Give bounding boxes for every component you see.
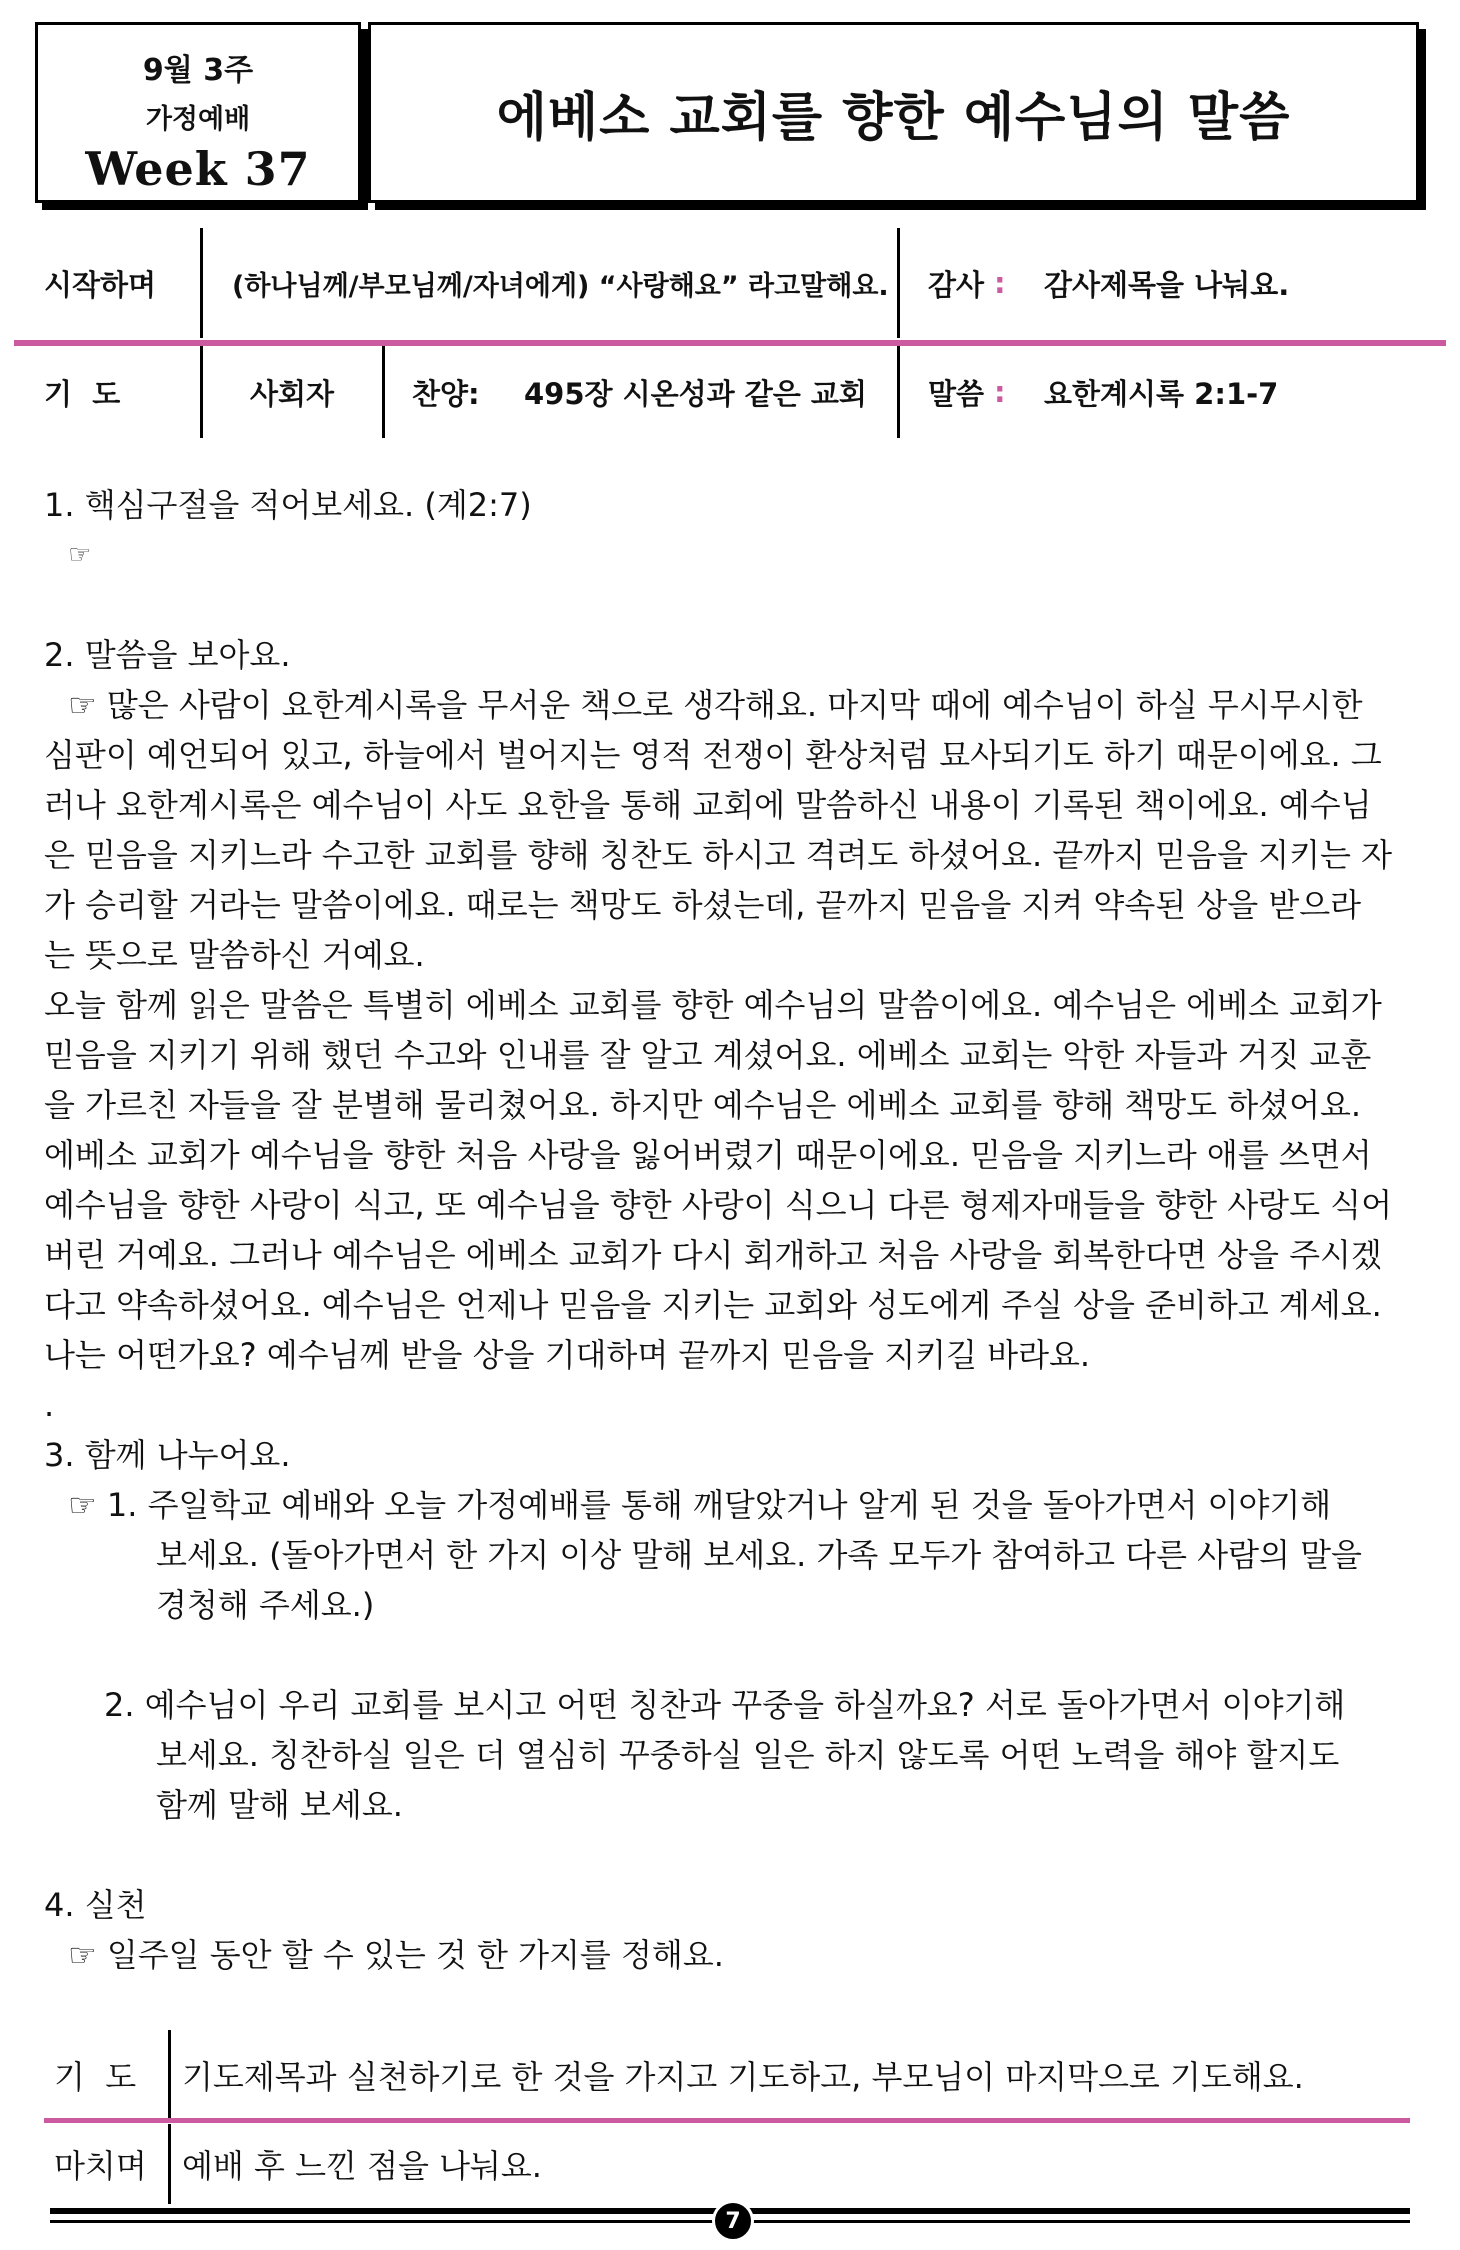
hymn-label: 찬양: xyxy=(412,376,480,411)
leader-label: 사회자 xyxy=(250,376,335,411)
section-2-line: 버린 거예요. 그러나 예수님은 에베소 교회가 다시 회개하고 처음 사랑을 회복한다면 상을 주시겠 xyxy=(44,1236,1382,1274)
week-box xyxy=(35,22,361,203)
title-box xyxy=(368,22,1419,203)
section-2-line: 은 믿음을 지키느라 수고한 교회를 향해 칭찬도 하시고 격려도 하셨어요. 끝까지 믿음을 지키는 자 xyxy=(44,836,1392,874)
section-2-line: 에베소 교회가 예수님을 향한 처음 사랑을 잃어버렸기 때문이에요. 믿음을 지키느라 애를 쓰면서 xyxy=(44,1136,1372,1174)
section-3-question-1: 보세요. (돌아가면서 한 가지 이상 말해 보세요. 가족 모두가 참여하고 다른 사람의 말을 xyxy=(156,1536,1362,1574)
section-2-line: 가 승리할 거라는 말씀이에요. 때로는 책망도 하셨는데, 끝까지 믿음을 지켜 약속된 상을 받으라 xyxy=(44,886,1362,924)
divider xyxy=(200,228,203,338)
section-2-line: 러나 요한계시록은 예수님이 사도 요한을 통해 교회에 말씀하신 내용이 기록된 책이에요. 예수님 xyxy=(44,786,1372,824)
section-2-title: 2. 말씀을 보아요. xyxy=(44,636,291,674)
divider xyxy=(897,228,900,338)
thanks-text: 감사제목을 나눠요. xyxy=(1044,267,1290,302)
divider xyxy=(897,346,900,438)
pink-divider xyxy=(44,2118,1410,2123)
body-content xyxy=(44,480,1434,1980)
section-2-line: 오늘 함께 읽은 말씀은 특별히 에베소 교회를 향한 예수님의 말씀이에요. 예수님은 에베소 교회가 xyxy=(44,986,1382,1024)
section-4-title: 4. 실천 xyxy=(44,1886,147,1924)
hymn-text: 495장 시온성과 같은 교회 xyxy=(524,376,867,411)
section-1-title: 1. 핵심구절을 적어보세요. (계2:7) xyxy=(44,486,532,524)
word-text: 요한계시록 2:1-7 xyxy=(1044,376,1279,411)
section-3-title: 3. 함께 나누어요. xyxy=(44,1436,291,1474)
start-text: (하나님께/부모님께/자녀에게) “사랑해요” 라고말해요. xyxy=(232,270,889,302)
prayer-label: 기 도 xyxy=(44,376,121,411)
section-2-line: 다고 약속하셨어요. 예수님은 언제나 믿음을 지키는 교회와 성도에게 주실 상을 준비하고 계세요. xyxy=(44,1286,1382,1324)
divider xyxy=(200,346,203,438)
section-2-line: 는 뜻으로 말씀하신 거예요. xyxy=(44,936,425,974)
week-number: Week 37 xyxy=(85,142,311,196)
closing-prayer-text: 기도제목과 실천하기로 한 것을 가지고 기도하고, 부모님이 마지막으로 기도해요. xyxy=(182,2058,1304,2096)
page-number: 7 xyxy=(712,2200,754,2242)
closing-prayer-row xyxy=(44,2030,1424,2120)
pointing-hand-icon: ☞ xyxy=(68,540,92,570)
section-4-line: ☞ 일주일 동안 할 수 있는 것 한 가지를 정해요. xyxy=(68,1936,724,1974)
schedule-row-2 xyxy=(14,346,1446,438)
thanks-label: 감사 xyxy=(928,267,985,302)
page-title: 에베소 교회를 향한 예수님의 말씀 xyxy=(496,88,1291,148)
section-3-question-2: 함께 말해 보세요. xyxy=(156,1786,403,1824)
section-3-question-1: 경청해 주세요.) xyxy=(156,1586,375,1624)
section-2-line: 심판이 예언되어 있고, 하늘에서 벌어지는 영적 전쟁이 환상처럼 묘사되기도 하기 때문이에요. 그 xyxy=(44,736,1382,774)
closing-prayer-label: 기 도 xyxy=(54,2058,137,2096)
word-label: 말씀 xyxy=(928,376,985,411)
schedule-row-1 xyxy=(14,228,1446,338)
divider xyxy=(382,346,385,438)
section-3-question-2: 보세요. 칭찬하실 일은 더 열심히 꾸중하실 일은 하지 않도록 어떤 노력을 해야 할지도 xyxy=(156,1736,1340,1774)
section-3-question-2: 2. 예수님이 우리 교회를 보시고 어떤 칭찬과 꾸중을 하실까요? 서로 돌아가면서 이야기해 xyxy=(104,1686,1346,1724)
section-2-line: 나는 어떤가요? 예수님께 받을 상을 기대하며 끝까지 믿음을 지키길 바라요. xyxy=(44,1336,1091,1374)
section-2-line: . xyxy=(44,1386,55,1424)
section-2-line: ☞ 많은 사람이 요한계시록을 무서운 책으로 생각해요. 마지막 때에 예수님이 하실 무시무시한 xyxy=(68,686,1363,724)
colon: : xyxy=(994,266,1006,300)
thanks-label-cell xyxy=(928,228,1006,338)
week-date: 9월 3주 xyxy=(142,53,254,88)
divider xyxy=(168,2124,171,2204)
closing-end-row xyxy=(44,2124,1424,2204)
section-2-line: 예수님을 향한 사랑이 식고, 또 예수님을 향한 사랑이 식으니 다른 형제자매들을 향한 사랑도 식어 xyxy=(44,1186,1392,1224)
start-label: 시작하며 xyxy=(44,267,157,302)
colon: : xyxy=(994,375,1006,409)
word-label-cell xyxy=(928,346,1006,438)
closing-end-text: 예배 후 느낀 점을 나눠요. xyxy=(182,2147,542,2185)
worship-type: 가정예배 xyxy=(145,104,251,135)
section-2-line: 믿음을 지키기 위해 했던 수고와 인내를 잘 알고 계셨어요. 에베소 교회는 악한 자들과 거짓 교훈 xyxy=(44,1036,1372,1074)
closing-end-label: 마치며 xyxy=(54,2147,147,2185)
section-3-question-1: ☞ 1. 주일학교 예배와 오늘 가정예배를 통해 깨달았거나 알게 된 것을 돌아가면서 이야기해 xyxy=(68,1486,1332,1524)
divider xyxy=(168,2030,171,2120)
section-2-line: 을 가르친 자들을 잘 분별해 물리쳤어요. 하지만 예수님은 에베소 교회를 향해 책망도 하셨어요. xyxy=(44,1086,1362,1124)
